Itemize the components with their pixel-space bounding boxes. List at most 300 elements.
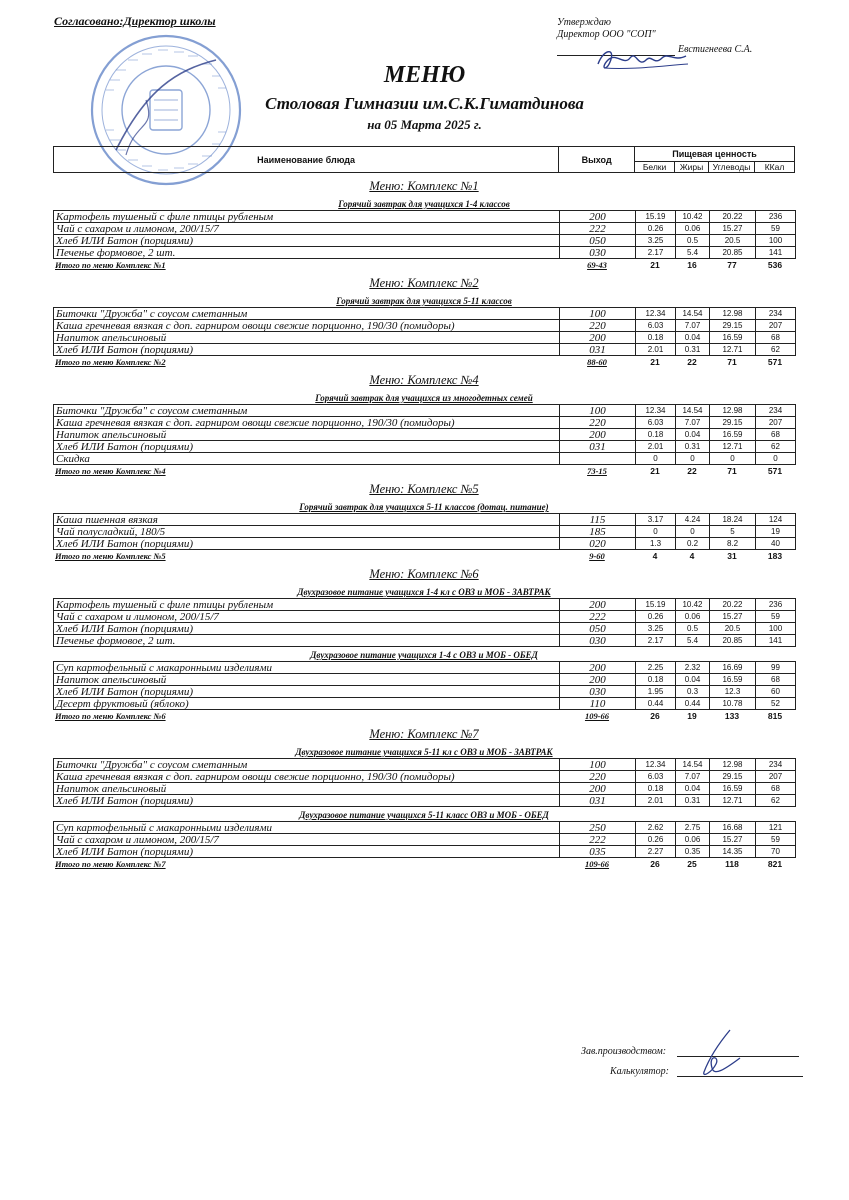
agreed-label: Согласовано:Директор школы (54, 14, 216, 28)
total-row (53, 259, 795, 270)
group-title: Двухразовое питание учащихся 1-4 с ОВЗ и МОБ - ОБЕД (310, 650, 538, 660)
dish-kcal: 124 (756, 514, 796, 526)
menu-title: МЕНЮ (383, 62, 466, 88)
dish-kcal: 121 (756, 822, 796, 834)
dish-kcal: 59 (756, 611, 796, 623)
dish-carbs: 12.98 (710, 759, 756, 771)
dish-carbs: 12.71 (710, 344, 756, 356)
column-fat: Жиры (675, 161, 709, 172)
total-table (53, 465, 795, 476)
dish-fat: 4.24 (676, 514, 710, 526)
dish-carbs: 16.68 (710, 822, 756, 834)
dish-table (53, 661, 796, 710)
dish-row (54, 247, 796, 259)
dish-protein: 6.03 (636, 320, 676, 332)
total-protein: 21 (650, 356, 660, 367)
dish-table (53, 513, 796, 550)
dish-name: Хлеб ИЛИ Батон (порциями) (54, 235, 560, 247)
dish-table (53, 598, 796, 647)
dish-row (54, 211, 796, 223)
dish-carbs: 15.27 (710, 611, 756, 623)
dish-kcal: 99 (756, 662, 796, 674)
group-title: Горячий завтрак для учащихся 5-11 классов (дотац. питание) (299, 502, 549, 512)
dish-kcal: 40 (756, 538, 796, 550)
dish-protein: 2.25 (636, 662, 676, 674)
dish-protein: 0.26 (636, 223, 676, 235)
total-table (53, 858, 795, 869)
dish-yield: 050 (560, 235, 636, 247)
total-row (53, 858, 795, 869)
dish-name: Печенье формовое, 2 шт. (54, 247, 560, 259)
total-kcal: 821 (767, 858, 783, 869)
dish-name: Чай с сахаром и лимоном, 200/15/7 (54, 223, 560, 235)
dish-row (54, 441, 796, 453)
dish-yield: 115 (560, 514, 636, 526)
dish-fat: 7.07 (676, 771, 710, 783)
dish-protein: 0.44 (636, 698, 676, 710)
dish-yield: 222 (560, 223, 636, 235)
dish-row (54, 611, 796, 623)
dish-protein: 2.27 (636, 846, 676, 858)
dish-fat: 0.06 (676, 834, 710, 846)
dish-table (53, 404, 796, 465)
total-row (53, 550, 795, 561)
total-yield: 9-60 (589, 550, 605, 561)
dish-yield: 250 (560, 822, 636, 834)
dish-name: Каша пшенная вязкая (54, 514, 560, 526)
total-carbs: 133 (724, 710, 740, 721)
dish-table (53, 210, 796, 259)
dish-kcal: 100 (756, 235, 796, 247)
dish-kcal: 59 (756, 223, 796, 235)
dish-name: Хлеб ИЛИ Батон (порциями) (54, 441, 560, 453)
dish-yield: 031 (560, 344, 636, 356)
group-title: Двухразовое питание учащихся 5-11 класс ОВЗ и МОБ - ОБЕД (299, 810, 549, 820)
dish-kcal: 62 (756, 344, 796, 356)
total-fat: 19 (687, 710, 697, 721)
dish-row (54, 526, 796, 538)
complex-title: Меню: Комплекс №4 (369, 373, 479, 387)
total-row (53, 710, 795, 721)
column-yield: Выход (559, 147, 635, 173)
staff-signature-icon (690, 1028, 750, 1080)
dish-name: Биточки "Дружба" с соусом сметанным (54, 405, 560, 417)
dish-row (54, 320, 796, 332)
dish-yield: 220 (560, 320, 636, 332)
dish-name: Каша гречневая вязкая с доп. гарниром овощи свежие порционно, 190/30 (помидоры) (54, 771, 560, 783)
dish-fat: 0.31 (676, 795, 710, 807)
dish-name: Десерт фруктовый (яблоко) (54, 698, 560, 710)
total-fat: 22 (687, 356, 697, 367)
dish-fat: 10.42 (676, 599, 710, 611)
dish-name: Чай с сахаром и лимоном, 200/15/7 (54, 834, 560, 846)
dish-name: Чай полусладкий, 180/5 (54, 526, 560, 538)
dish-kcal: 68 (756, 783, 796, 795)
approve-label: Утверждаю (557, 17, 611, 28)
dish-kcal: 234 (756, 759, 796, 771)
dish-row (54, 405, 796, 417)
dish-yield: 200 (560, 429, 636, 441)
dish-fat: 0 (676, 453, 710, 465)
dish-fat: 0.04 (676, 783, 710, 795)
dish-kcal: 234 (756, 405, 796, 417)
group-title: Двухразовое питание учащихся 1-4 кл с ОВЗ и МОБ - ЗАВТРАК (297, 587, 551, 597)
total-row (53, 465, 795, 476)
dish-carbs: 20.5 (710, 623, 756, 635)
dish-name: Картофель тушеный с филе птицы рубленым (54, 211, 560, 223)
dish-yield (560, 453, 636, 465)
total-label: Итого по меню Комплекс №7 (55, 858, 166, 869)
dish-fat: 2.32 (676, 662, 710, 674)
dish-kcal: 60 (756, 686, 796, 698)
dish-fat: 0.44 (676, 698, 710, 710)
dish-table (53, 758, 796, 807)
dish-yield: 222 (560, 611, 636, 623)
dish-table (53, 307, 796, 356)
dish-fat: 0.04 (676, 429, 710, 441)
dish-row (54, 686, 796, 698)
total-carbs: 71 (727, 356, 737, 367)
total-carbs: 31 (727, 550, 737, 561)
dish-row (54, 308, 796, 320)
approve-name: Евстигнеева С.А. (678, 44, 753, 55)
dish-name: Напиток апельсиновый (54, 674, 560, 686)
dish-fat: 0.35 (676, 846, 710, 858)
dish-fat: 0.31 (676, 344, 710, 356)
dish-name: Напиток апельсиновый (54, 783, 560, 795)
dish-kcal: 234 (756, 308, 796, 320)
dish-carbs: 12.71 (710, 795, 756, 807)
dish-name: Напиток апельсиновый (54, 332, 560, 344)
dish-row (54, 514, 796, 526)
dish-yield: 185 (560, 526, 636, 538)
total-fat: 16 (687, 259, 697, 270)
dish-yield: 031 (560, 441, 636, 453)
complex-title: Меню: Комплекс №1 (369, 179, 479, 193)
dish-fat: 14.54 (676, 405, 710, 417)
dish-name: Хлеб ИЛИ Батон (порциями) (54, 344, 560, 356)
column-name: Наименование блюда (54, 147, 559, 173)
group-title: Горячий завтрак для учащихся из многодетных семей (315, 393, 533, 403)
total-table (53, 710, 795, 721)
dish-name: Напиток апельсиновый (54, 429, 560, 441)
dish-kcal: 62 (756, 795, 796, 807)
dish-protein: 3.17 (636, 514, 676, 526)
dish-yield: 031 (560, 795, 636, 807)
dish-carbs: 12.98 (710, 405, 756, 417)
total-kcal: 815 (767, 710, 783, 721)
dish-protein: 0 (636, 453, 676, 465)
dish-fat: 5.4 (676, 635, 710, 647)
total-table (53, 356, 795, 367)
dish-carbs: 15.27 (710, 834, 756, 846)
column-kcal: ККал (755, 161, 795, 172)
dish-row (54, 822, 796, 834)
dish-protein: 0.18 (636, 429, 676, 441)
total-fat: 22 (687, 465, 697, 476)
dish-kcal: 52 (756, 698, 796, 710)
dish-kcal: 62 (756, 441, 796, 453)
dish-carbs: 5 (710, 526, 756, 538)
group-title: Горячий завтрак для учащихся 5-11 классов (336, 296, 512, 306)
dish-yield: 200 (560, 662, 636, 674)
dish-table (53, 821, 796, 858)
dish-carbs: 12.98 (710, 308, 756, 320)
dish-name: Чай с сахаром и лимоном, 200/15/7 (54, 611, 560, 623)
total-label: Итого по меню Комплекс №2 (55, 356, 166, 367)
total-table (53, 550, 795, 561)
dish-name: Хлеб ИЛИ Батон (порциями) (54, 795, 560, 807)
total-table (53, 259, 795, 270)
dish-row (54, 759, 796, 771)
dish-carbs: 0 (710, 453, 756, 465)
dish-yield: 200 (560, 674, 636, 686)
dish-yield: 020 (560, 538, 636, 550)
dish-protein: 2.17 (636, 247, 676, 259)
dish-kcal: 68 (756, 332, 796, 344)
dish-protein: 12.34 (636, 308, 676, 320)
total-label: Итого по меню Комплекс №4 (55, 465, 166, 476)
dish-carbs: 16.59 (710, 429, 756, 441)
total-yield: 88-60 (587, 356, 607, 367)
total-fat: 25 (687, 858, 697, 869)
dish-row (54, 846, 796, 858)
dish-yield: 220 (560, 771, 636, 783)
dish-protein: 0.26 (636, 611, 676, 623)
dish-kcal: 0 (756, 453, 796, 465)
dish-name: Скидка (54, 453, 560, 465)
total-carbs: 77 (727, 259, 737, 270)
dish-yield: 220 (560, 417, 636, 429)
dish-carbs: 29.15 (710, 320, 756, 332)
dish-carbs: 20.22 (710, 599, 756, 611)
complexes-list (53, 179, 795, 869)
dish-yield: 110 (560, 698, 636, 710)
dish-row (54, 417, 796, 429)
total-kcal: 183 (767, 550, 783, 561)
dish-row (54, 635, 796, 647)
dish-kcal: 141 (756, 635, 796, 647)
column-nutrition: Пищевая ценность (635, 147, 795, 162)
dish-protein: 0 (636, 526, 676, 538)
total-yield: 73-15 (587, 465, 607, 476)
dish-kcal: 68 (756, 429, 796, 441)
production-label: Зав.производством: (581, 1046, 667, 1057)
total-label: Итого по меню Комплекс №1 (55, 259, 166, 270)
column-protein: Белки (635, 161, 675, 172)
dish-protein: 2.01 (636, 344, 676, 356)
dish-row (54, 698, 796, 710)
dish-protein: 3.25 (636, 623, 676, 635)
dish-carbs: 29.15 (710, 771, 756, 783)
dish-fat: 0.5 (676, 235, 710, 247)
dish-fat: 0.3 (676, 686, 710, 698)
menu-table (53, 146, 795, 869)
total-fat: 4 (689, 550, 695, 561)
dish-name: Хлеб ИЛИ Батон (порциями) (54, 846, 560, 858)
dish-fat: 0.04 (676, 332, 710, 344)
dish-kcal: 236 (756, 599, 796, 611)
dish-kcal: 19 (756, 526, 796, 538)
total-protein: 26 (650, 710, 660, 721)
dish-name: Каша гречневая вязкая с доп. гарниром овощи свежие порционно, 190/30 (помидоры) (54, 417, 560, 429)
dish-fat: 7.07 (676, 417, 710, 429)
dish-fat: 2.75 (676, 822, 710, 834)
dish-protein: 0.18 (636, 332, 676, 344)
complex-title: Меню: Комплекс №5 (369, 482, 479, 496)
complex-title: Меню: Комплекс №6 (369, 567, 479, 581)
total-protein: 4 (652, 550, 658, 561)
dish-row (54, 223, 796, 235)
complex-title: Меню: Комплекс №7 (369, 727, 479, 741)
dish-protein: 2.17 (636, 635, 676, 647)
dish-fat: 0 (676, 526, 710, 538)
dish-protein: 3.25 (636, 235, 676, 247)
dish-kcal: 70 (756, 846, 796, 858)
dish-carbs: 8.2 (710, 538, 756, 550)
total-kcal: 571 (767, 465, 783, 476)
total-label: Итого по меню Комплекс №5 (55, 550, 166, 561)
dish-protein: 6.03 (636, 417, 676, 429)
dish-yield: 030 (560, 247, 636, 259)
dish-row (54, 783, 796, 795)
dish-fat: 14.54 (676, 308, 710, 320)
dish-protein: 0.26 (636, 834, 676, 846)
dish-kcal: 207 (756, 771, 796, 783)
approve-position: Директор ООО "СОП" (557, 29, 656, 40)
group-title: Горячий завтрак для учащихся 1-4 классов (338, 199, 510, 209)
dish-name: Хлеб ИЛИ Батон (порциями) (54, 538, 560, 550)
dish-carbs: 12.71 (710, 441, 756, 453)
dish-protein: 12.34 (636, 759, 676, 771)
dish-carbs: 18.24 (710, 514, 756, 526)
dish-row (54, 332, 796, 344)
dish-name: Картофель тушеный с филе птицы рубленым (54, 599, 560, 611)
total-protein: 21 (650, 259, 660, 270)
total-yield: 69-43 (587, 259, 607, 270)
total-yield: 109-66 (584, 710, 610, 721)
dish-kcal: 236 (756, 211, 796, 223)
dish-kcal: 100 (756, 623, 796, 635)
dish-fat: 0.2 (676, 538, 710, 550)
dish-fat: 0.5 (676, 623, 710, 635)
total-carbs: 71 (727, 465, 737, 476)
header-table (53, 146, 795, 173)
dish-protein: 15.19 (636, 211, 676, 223)
dish-protein: 0.18 (636, 783, 676, 795)
dish-fat: 0.04 (676, 674, 710, 686)
total-kcal: 571 (767, 356, 783, 367)
dish-kcal: 207 (756, 320, 796, 332)
dish-name: Хлеб ИЛИ Батон (порциями) (54, 686, 560, 698)
column-carbs: Углеводы (709, 161, 755, 172)
dish-yield: 100 (560, 405, 636, 417)
dish-row (54, 834, 796, 846)
dish-protein: 1.3 (636, 538, 676, 550)
dish-kcal: 207 (756, 417, 796, 429)
dish-carbs: 16.59 (710, 674, 756, 686)
dish-row (54, 453, 796, 465)
dish-carbs: 20.22 (710, 211, 756, 223)
dish-row (54, 662, 796, 674)
dish-row (54, 771, 796, 783)
dish-protein: 12.34 (636, 405, 676, 417)
dish-fat: 14.54 (676, 759, 710, 771)
dish-protein: 2.01 (636, 441, 676, 453)
dish-yield: 200 (560, 332, 636, 344)
dish-fat: 0.06 (676, 611, 710, 623)
dish-yield: 050 (560, 623, 636, 635)
dish-carbs: 10.78 (710, 698, 756, 710)
dish-yield: 035 (560, 846, 636, 858)
dish-protein: 15.19 (636, 599, 676, 611)
dish-row (54, 674, 796, 686)
dish-row (54, 235, 796, 247)
calculator-label: Калькулятор: (610, 1066, 669, 1077)
dish-carbs: 20.5 (710, 235, 756, 247)
dish-yield: 200 (560, 599, 636, 611)
total-row (53, 356, 795, 367)
total-label: Итого по меню Комплекс №6 (55, 710, 166, 721)
dish-carbs: 20.85 (710, 247, 756, 259)
dish-kcal: 141 (756, 247, 796, 259)
dish-protein: 6.03 (636, 771, 676, 783)
dish-yield: 200 (560, 211, 636, 223)
dish-carbs: 14.35 (710, 846, 756, 858)
dish-fat: 5.4 (676, 247, 710, 259)
dish-yield: 030 (560, 686, 636, 698)
dish-fat: 7.07 (676, 320, 710, 332)
dish-name: Суп картофельный с макаронными изделиями (54, 662, 560, 674)
total-carbs: 118 (725, 858, 739, 869)
dish-fat: 0.06 (676, 223, 710, 235)
dish-yield: 100 (560, 759, 636, 771)
dish-protein: 1.95 (636, 686, 676, 698)
dish-yield: 222 (560, 834, 636, 846)
dish-carbs: 12.3 (710, 686, 756, 698)
dish-row (54, 599, 796, 611)
dish-carbs: 16.59 (710, 783, 756, 795)
group-title: Двухразовое питание учащихся 5-11 кл с ОВЗ и МОБ - ЗАВТРАК (295, 747, 553, 757)
dish-name: Биточки "Дружба" с соусом сметанным (54, 308, 560, 320)
dish-name: Суп картофельный с макаронными изделиями (54, 822, 560, 834)
dish-row (54, 344, 796, 356)
dish-kcal: 68 (756, 674, 796, 686)
dish-name: Хлеб ИЛИ Батон (порциями) (54, 623, 560, 635)
dish-fat: 0.31 (676, 441, 710, 453)
school-name: Столовая Гимназии им.С.К.Гиматдинова (265, 94, 584, 113)
dish-name: Биточки "Дружба" с соусом сметанным (54, 759, 560, 771)
dish-carbs: 16.69 (710, 662, 756, 674)
dish-row (54, 429, 796, 441)
dish-protein: 0.18 (636, 674, 676, 686)
dish-yield: 200 (560, 783, 636, 795)
dish-protein: 2.62 (636, 822, 676, 834)
dish-yield: 100 (560, 308, 636, 320)
dish-kcal: 59 (756, 834, 796, 846)
complex-title: Меню: Комплекс №2 (369, 276, 479, 290)
dish-carbs: 20.85 (710, 635, 756, 647)
dish-row (54, 538, 796, 550)
dish-fat: 10.42 (676, 211, 710, 223)
dish-yield: 030 (560, 635, 636, 647)
total-protein: 21 (650, 465, 660, 476)
dish-carbs: 29.15 (710, 417, 756, 429)
total-kcal: 536 (767, 259, 783, 270)
approve-block (557, 17, 656, 41)
menu-date: на 05 Марта 2025 г. (367, 117, 482, 132)
dish-row (54, 795, 796, 807)
